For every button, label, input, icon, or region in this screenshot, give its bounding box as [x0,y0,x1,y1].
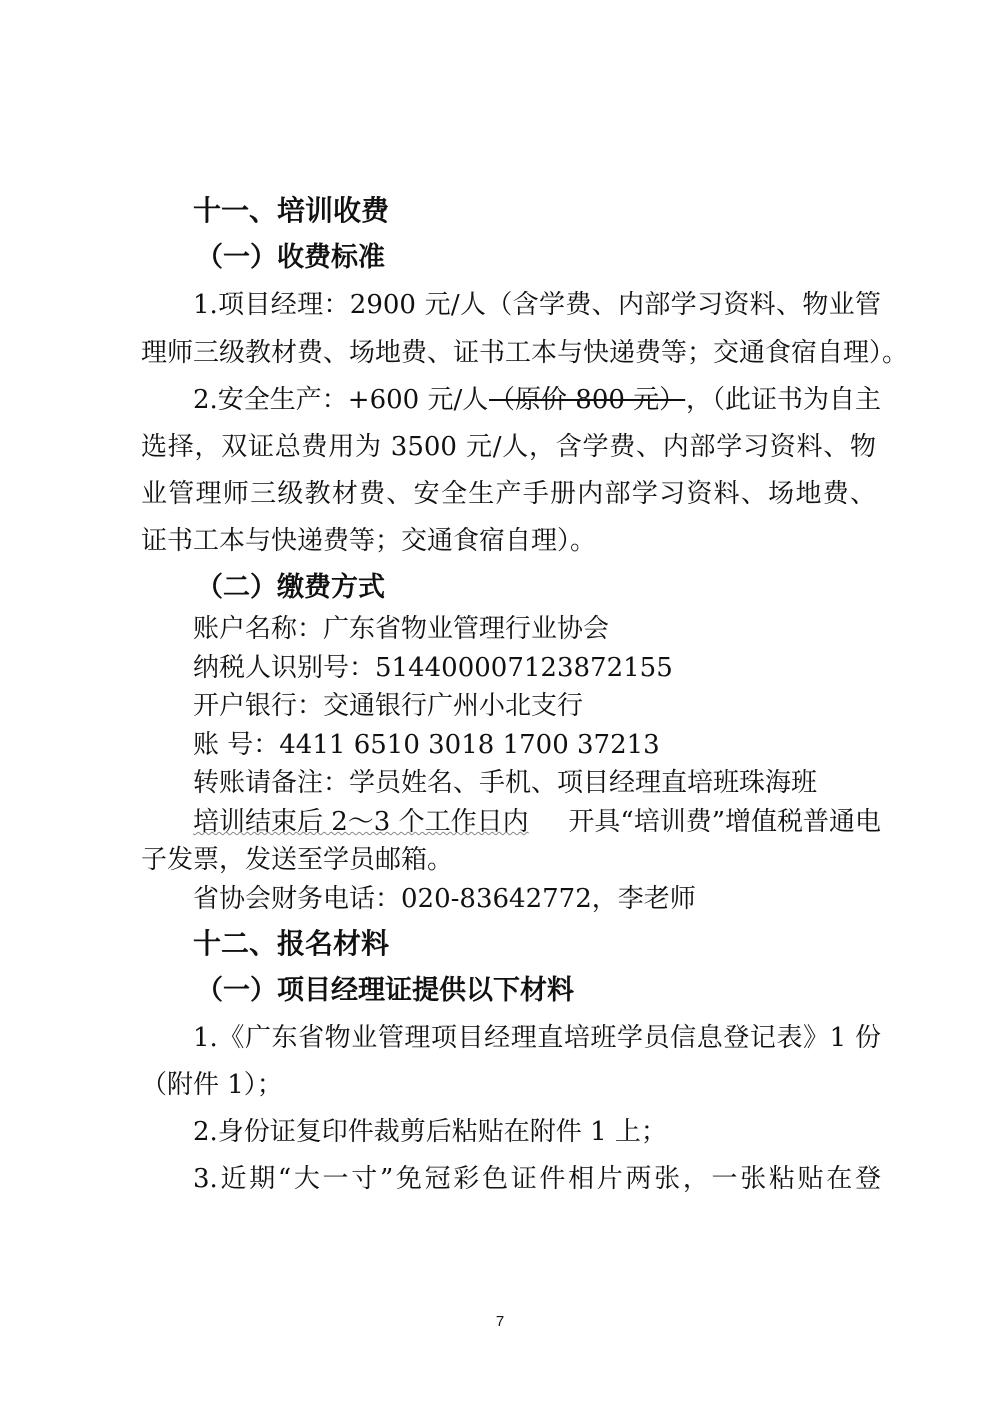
payment-method-heading: （二）缴费方式 [196,572,385,603]
material-item-3: 3.近期“大一寸”免冠彩色证件相片两张，一张粘贴在登 [193,1164,881,1194]
fee-item-2-line-4: 证书工本与快递费等；交通食宿自理）。 [141,526,597,556]
transfer-note: 转账请备注：学员姓名、手机、项目经理直培班珠海班 [193,768,818,798]
page-number: 7 [495,1313,505,1330]
invoice-rest: 开具“培训费”增值税普通电 [568,807,881,837]
invoice-timing: 培训结束后 2～3 个工作日内 [193,807,529,837]
fee-item-2-suffix: ，（此证书为自主 [685,385,881,415]
bank-name: 开户银行：交通银行广州小北支行 [193,691,584,721]
account-name: 账户名称：广东省物业管理行业协会 [193,614,610,644]
pm-materials-heading: （一）项目经理证提供以下材料 [196,975,574,1006]
finance-phone: 省协会财务电话：020-83642772，李老师 [193,884,696,914]
section-11-heading: 十一、培训收费 [193,194,390,227]
fee-item-2-line-3: 业管理师三级教材费、安全生产手册内部学习资料、场地费、 [141,479,876,509]
material-item-1-line-1: 1.《广东省物业管理项目经理直培班学员信息登记表》1 份 [193,1023,881,1053]
fee-item-1-line-1: 1.项目经理：2900 元/人（含学费、内部学习资料、物业管 [193,290,881,320]
invoice-line-1 [193,805,881,839]
section-12-heading: 十二、报名材料 [193,927,390,960]
fee-item-2-line-1 [193,383,881,417]
invoice-line-2: 子发票，发送至学员邮箱。 [141,845,454,875]
tax-id: 纳税人识别号：514400007123872155 [193,653,673,683]
fee-item-1-line-2: 理师三级教材费、场地费、证书工本与快递费等；交通食宿自理）。 [141,338,909,368]
original-price-struck: （原价 800 元） [489,385,686,415]
account-number: 账 号：4411 6510 3018 1700 37213 [193,730,660,760]
material-item-1-line-2: （附件 1）； [141,1070,283,1100]
fee-standard-heading: （一）收费标准 [196,242,385,273]
material-item-2: 2.身份证复印件裁剪后粘贴在附件 1 上； [193,1117,667,1147]
fee-item-2-line-2: 选择，双证总费用为 3500 元/人，含学费、内部学习资料、物 [141,432,876,462]
fee-item-2-prefix: 2.安全生产：+600 元/人 [193,385,489,415]
